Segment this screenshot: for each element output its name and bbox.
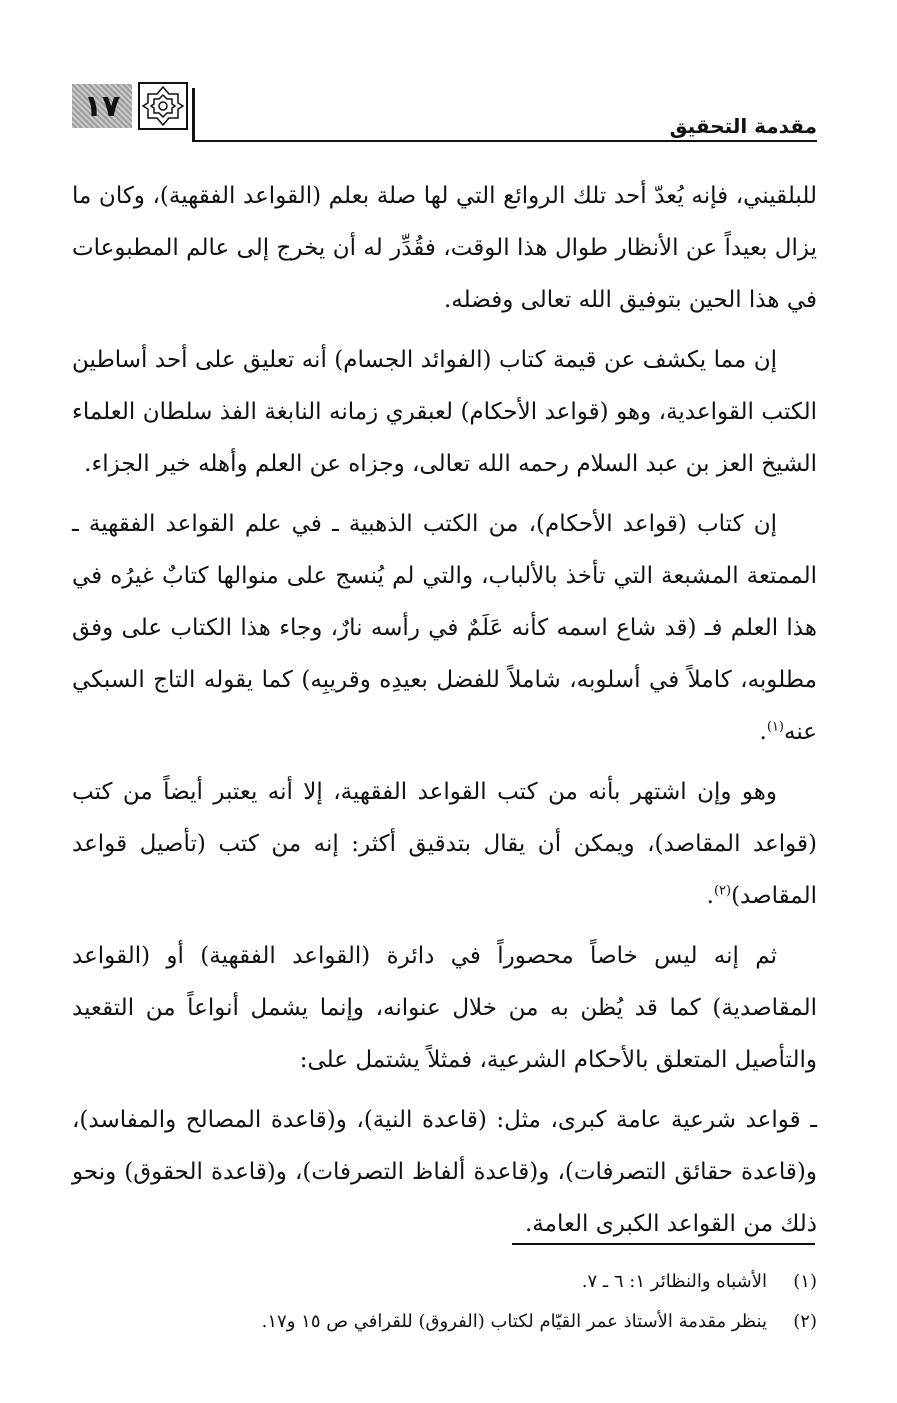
paragraph-5: ثم إنه ليس خاصاً محصوراً في دائرة (القواعد الفقهية) أو (القواعد المقاصدية) كما قد يُظن به من خلال عنوانه، وإنما يشمل أنواعاً من التقعيد والتأصيل المتعلق بالأحكام الشرعية، فمثلاً يشتمل على:	[72, 943, 817, 1073]
footnote-ref-2: (٢)	[713, 883, 732, 899]
footnote-text: الأشباه والنظائر ١: ٦ ـ ٧.	[581, 1271, 767, 1292]
paragraph-4	[72, 766, 817, 922]
paragraph-3-text: إن كتاب (قواعد الأحكام)، من الكتب الذهبية ـ في علم القواعد الفقهية ـ الممتعة المشبعة التي تأخذ بالألباب، والتي لم يُنسج على منوالها كتابٌ غيرُه في هذا العلم فـ (قد شاع اسمه كأنه عَلَمٌ في رأسه نارٌ، وجاء هذا الكتاب على وفق مطلوبه، كاملاً في أسلوبه، شاملاً للفضل بعيدِه وقريبِه) كما يقوله التاج السبكي عنه	[72, 511, 817, 745]
paragraph-3	[72, 498, 817, 758]
paragraph-6: ـ قواعد شرعية عامة كبرى، مثل: (قاعدة النية)، و(قاعدة المصالح والمفاسد)، و(قاعدة حقائق التصرفات)، و(قاعدة ألفاظ التصرفات)، و(قاعدة الحقوق) ونحو ذلك من القواعد الكبرى العامة.	[72, 1107, 817, 1237]
running-title: مقدمة التحقيق	[669, 114, 817, 138]
footnote-1	[72, 1262, 817, 1302]
page-number-box	[72, 84, 132, 128]
ornament-icon	[138, 82, 188, 130]
period: .	[706, 883, 714, 909]
header-rule	[192, 140, 817, 142]
page-number: ١٧	[83, 88, 121, 124]
header-vertical-rule	[192, 88, 195, 142]
paragraph-4-text: وهو وإن اشتهر بأنه من كتب القواعد الفقهية، إلا أنه يعتبر أيضاً من كتب (قواعد المقاصد)، ويمكن أن يقال بتدقيق أكثر: إنه من كتب (تأصيل قواعد المقاصد)	[72, 779, 817, 909]
period: .	[759, 719, 767, 745]
footnote-number: (١)	[793, 1271, 817, 1292]
footnotes	[72, 1262, 817, 1342]
page-header	[72, 78, 817, 150]
paragraph-1: للبلقيني، فإنه يُعدّ أحد تلك الروائع التي لها صلة بعلم (القواعد الفقهية)، وكان ما يزال بعيداً عن الأنظار طوال هذا الوقت، فقُدِّر له أن يخرج إلى عالم المطبوعات في هذا الحين بتوفيق الله تعالى وفضله.	[72, 183, 817, 313]
footnote-ref-1: (١)	[766, 719, 784, 735]
body-text	[72, 170, 817, 1258]
footnote-number: (٢)	[793, 1311, 817, 1332]
footnote-divider	[512, 1243, 815, 1245]
footnote-text: ينظر مقدمة الأستاذ عمر القيّام لكتاب (الفروق) للقرافي ص ١٥ و١٧.	[261, 1311, 767, 1332]
paragraph-2: إن مما يكشف عن قيمة كتاب (الفوائد الجسام) أنه تعليق على أحد أساطين الكتب القواعدية، وهو (قواعد الأحكام) لعبقري زمانه النابغة الفذ سلطان العلماء الشيخ العز بن عبد السلام رحمه الله تعالى، وجزاه عن العلم وأهله خير الجزاء.	[72, 347, 817, 477]
footnote-2	[72, 1302, 817, 1342]
